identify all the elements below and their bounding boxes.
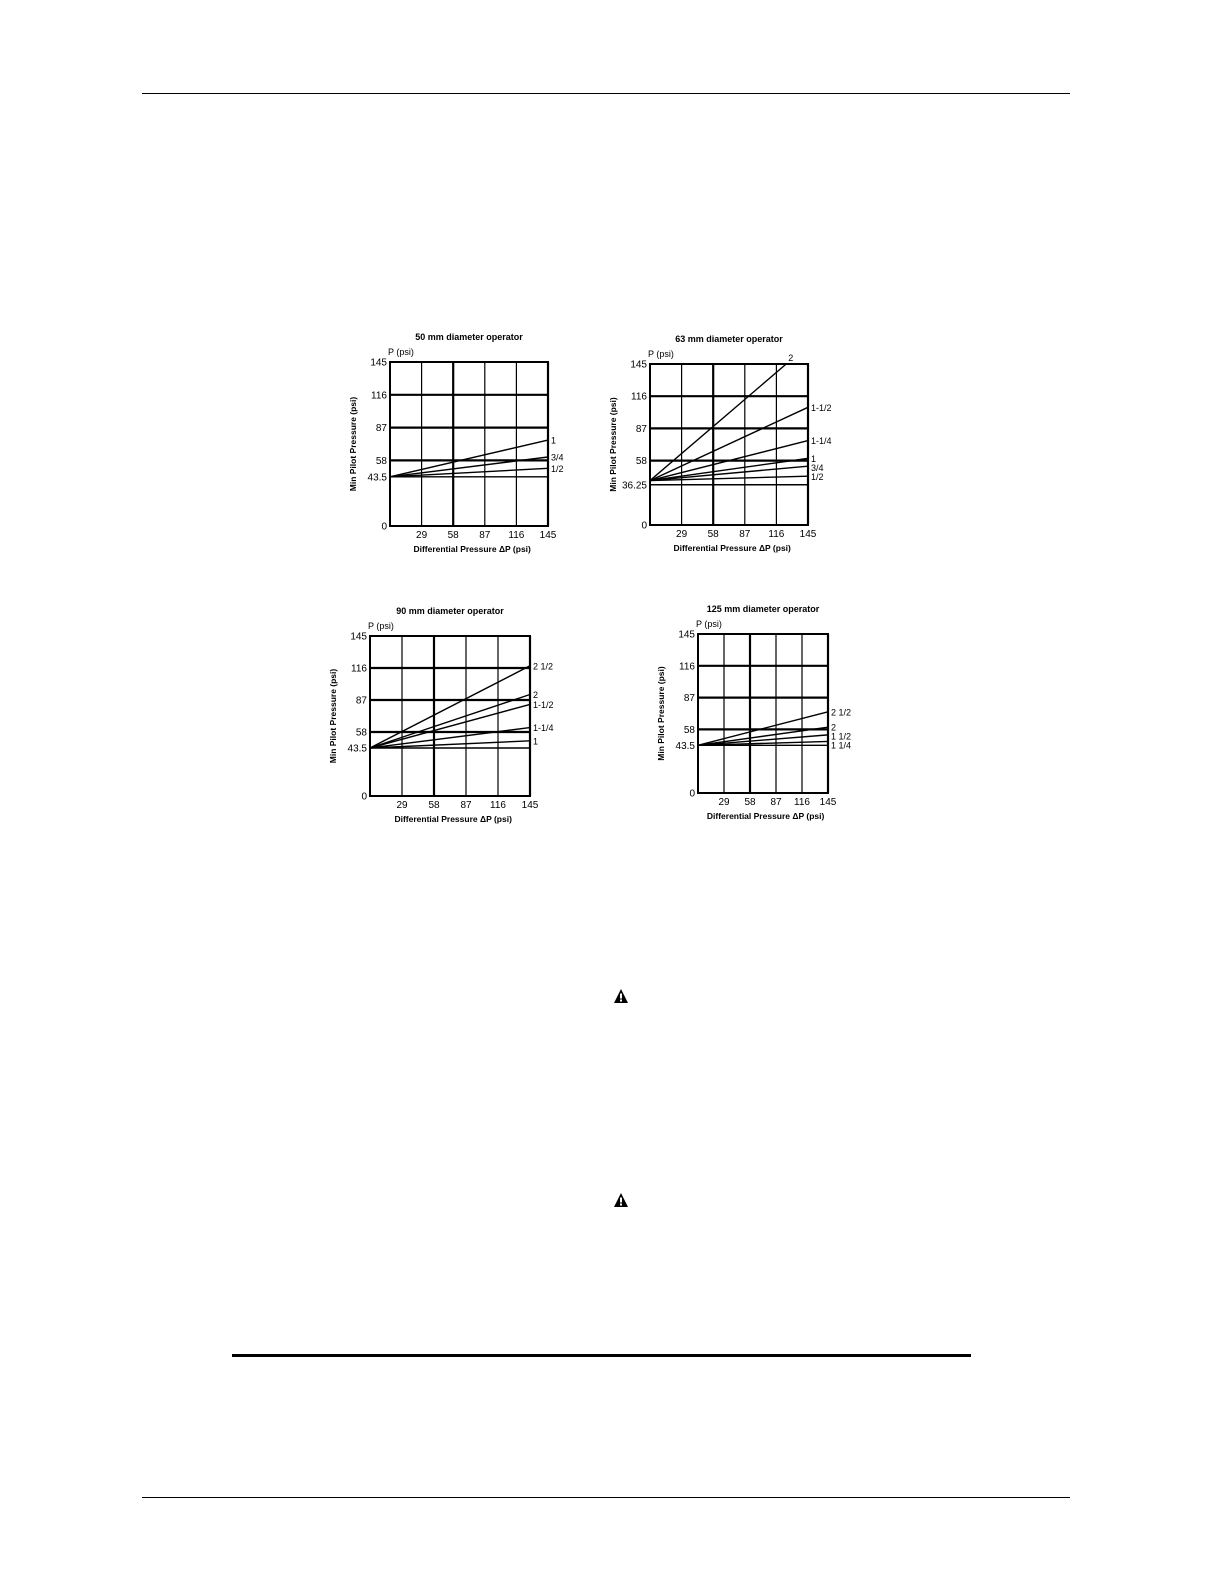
chart-svg [340,326,590,566]
y-tick-label: 145 [370,357,387,369]
chart-svg [318,596,590,836]
series-label: 2 1/2 [831,707,852,718]
x-tick-label: 145 [521,800,539,811]
y-tick-label: 116 [679,661,695,673]
y-tick-label: 87 [355,695,367,707]
y-unit-label: P (psi) [388,347,414,357]
x-axis-label: Differential Pressure ΔP (psi) [673,543,791,553]
series-label: 2 [533,689,539,700]
chart-title: 125 mm diameter operator [706,604,820,614]
x-tick-label: 116 [490,800,506,811]
y-tick-label: 36.25 [621,480,647,492]
series-line [370,694,530,748]
y-tick-label: 58 [635,456,647,468]
x-tick-label: 116 [768,529,785,540]
chart-title: 90 mm diameter operator [396,606,504,616]
chart-63mm-operator [590,326,850,566]
plot-frame [390,362,548,526]
y-tick-label: 116 [631,391,647,403]
y-tick-label: 87 [635,423,647,435]
x-axis-label: Differential Pressure ΔP (psi) [394,814,512,824]
x-tick-label: 29 [416,530,428,541]
series-label: 1-1/2 [533,699,554,710]
series-label: 1 [551,435,557,446]
y-tick-label: 43.5 [347,743,367,755]
x-tick-label: 29 [396,800,408,811]
chart-svg [590,326,850,566]
chart-90mm-operator [318,596,590,836]
series-label: 2 [831,722,837,733]
x-tick-label: 58 [428,800,440,811]
x-tick-label: 145 [539,530,557,541]
x-tick-label: 58 [744,797,756,808]
y-tick-label: 145 [350,631,367,643]
x-axis-label: Differential Pressure ΔP (psi) [413,544,531,554]
y-tick-label: 87 [683,693,695,705]
series-line [370,666,530,748]
x-tick-label: 145 [799,529,817,540]
x-tick-label: 87 [739,529,751,540]
x-tick-label: 29 [718,797,730,808]
series-label: 2 [788,353,794,363]
y-tick-label: 58 [683,724,695,736]
series-label: 1/2 [811,471,824,482]
series-label: 3/4 [811,462,824,473]
series-label: 1-1/4 [533,723,554,734]
y-tick-label: 116 [351,663,367,675]
y-tick-label: 145 [630,359,647,371]
series-label: 1 [811,453,817,464]
warning-icon [613,988,629,1004]
y-axis-label: Min Pilot Pressure (psi) [348,396,358,492]
y-tick-label: 0 [641,520,647,532]
series-label: 1 1/2 [831,731,852,742]
x-tick-label: 116 [794,797,810,808]
series-label: 1-1/2 [811,402,832,413]
series-line [390,440,548,477]
y-axis-label: Min Pilot Pressure (psi) [328,668,338,764]
plot-frame [698,634,828,793]
chart-125mm-operator [612,596,868,836]
x-tick-label: 87 [479,530,491,541]
y-tick-label: 58 [355,727,367,739]
y-axis-label: Min Pilot Pressure (psi) [656,666,666,761]
y-tick-label: 58 [375,455,387,467]
y-tick-label: 43.5 [367,472,387,484]
y-tick-label: 0 [361,791,367,803]
series-label: 1 [533,736,539,747]
y-unit-label: P (psi) [648,349,674,359]
series-label: 1 1/4 [831,740,852,751]
chart-title: 50 mm diameter operator [415,332,523,342]
x-tick-label: 87 [460,800,472,811]
y-tick-label: 116 [371,390,387,402]
x-tick-label: 116 [508,530,525,541]
y-tick-label: 87 [375,423,387,435]
y-unit-label: P (psi) [368,621,394,631]
x-tick-label: 58 [707,529,719,540]
series-label: 3/4 [551,452,564,463]
y-tick-label: 0 [689,788,695,800]
series-label: 2 1/2 [533,661,554,672]
y-axis-label: Min Pilot Pressure (psi) [608,397,618,492]
x-tick-label: 58 [447,530,459,541]
y-unit-label: P (psi) [696,619,722,629]
y-tick-label: 145 [678,629,695,641]
x-tick-label: 145 [819,797,837,808]
series-label: 1-1/4 [811,436,832,447]
chart-svg [612,596,868,836]
series-label: 1/2 [551,463,564,474]
header-rule [142,93,1070,94]
section-rule [232,1354,971,1357]
chart-title: 63 mm diameter operator [675,334,783,344]
x-tick-label: 29 [676,529,688,540]
footer-rule [142,1497,1070,1498]
x-tick-label: 87 [770,797,782,808]
x-axis-label: Differential Pressure ΔP (psi) [706,811,825,821]
warning-icon [613,1192,629,1208]
series-line [390,468,548,476]
plot-frame [370,636,530,796]
y-tick-label: 43.5 [675,740,695,752]
y-tick-label: 0 [381,521,387,533]
chart-50mm-operator [340,326,590,566]
